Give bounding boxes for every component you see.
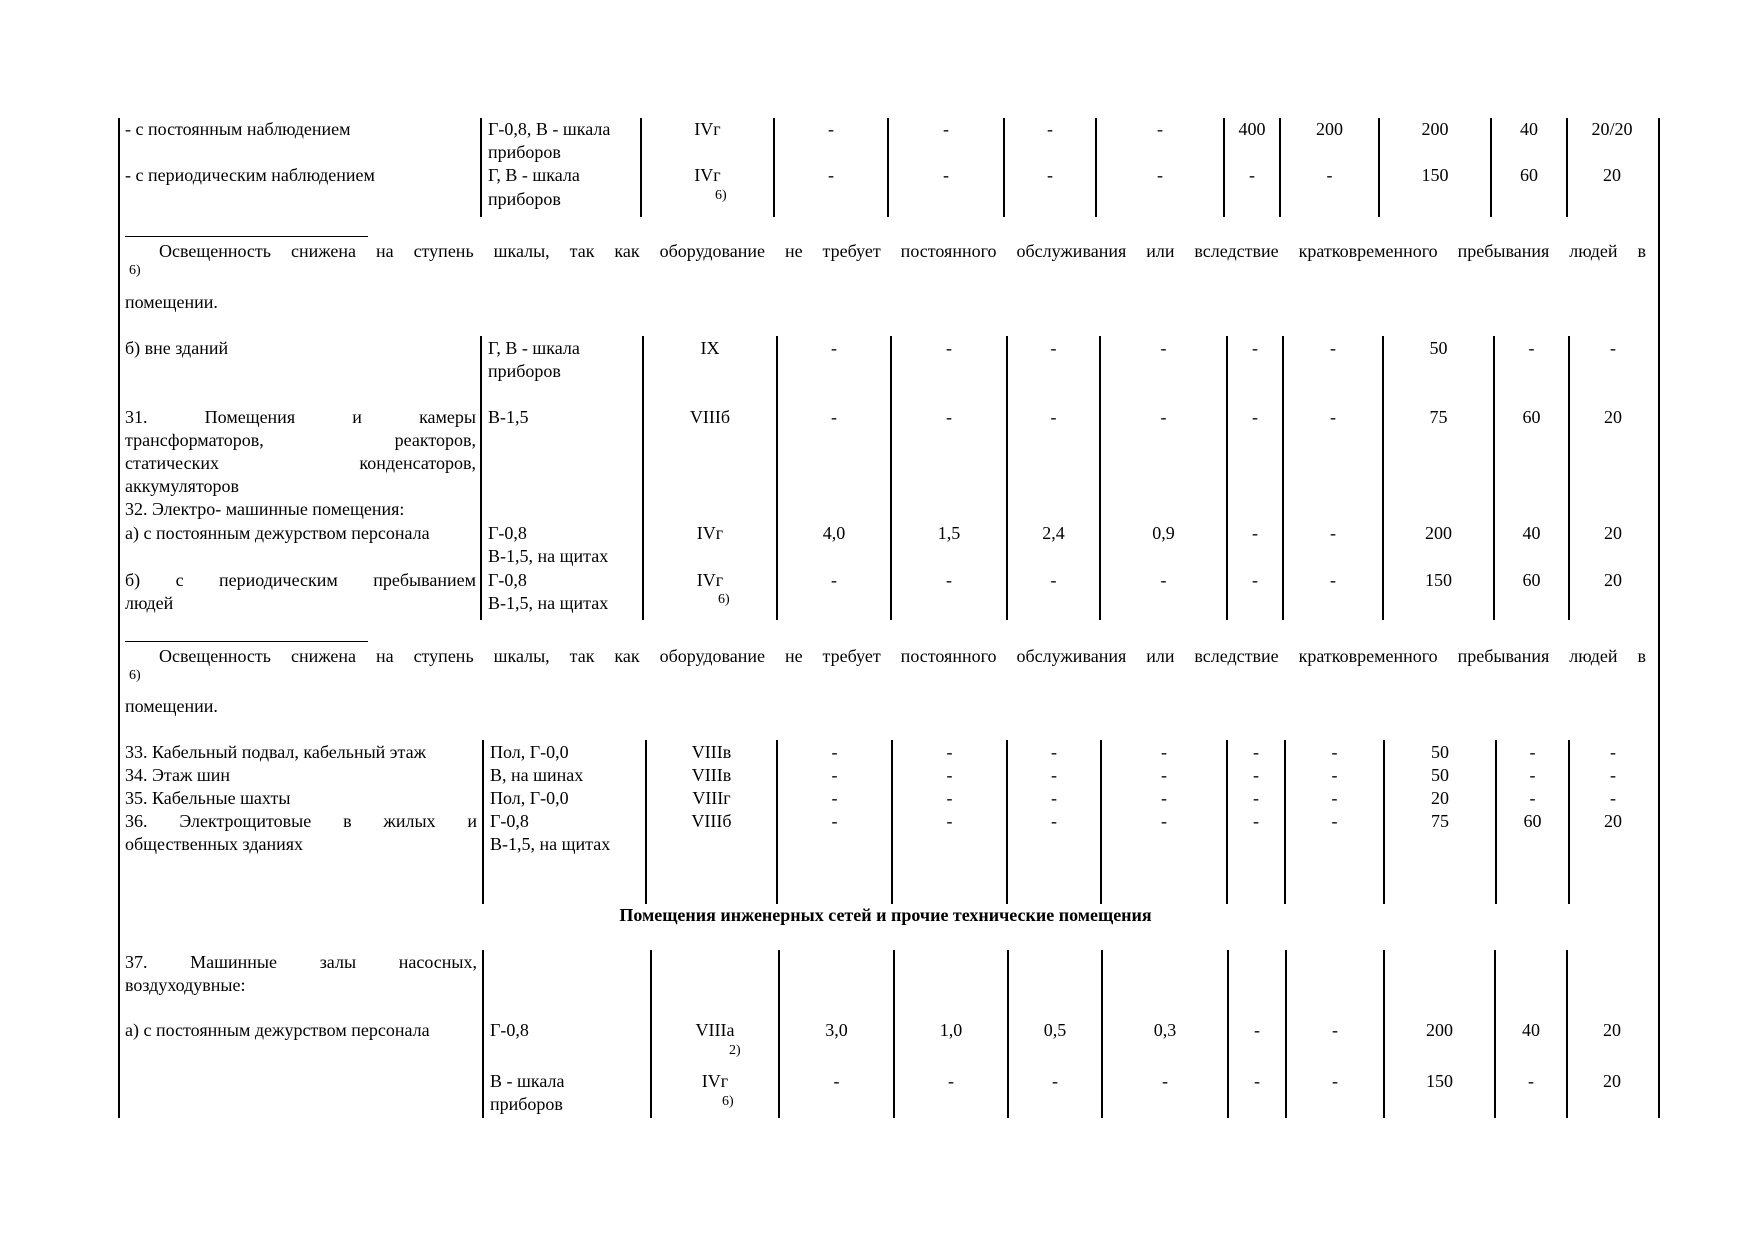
value-cell: -	[946, 570, 952, 590]
value-cell: -	[1051, 811, 1057, 831]
value-cell: 20	[1604, 570, 1622, 590]
lighting-plane: В-1,5	[488, 407, 529, 427]
value-cell: -	[1332, 1020, 1338, 1040]
value-cell: 50	[1431, 742, 1449, 762]
value-cell: 0,9	[1152, 523, 1175, 543]
value-cell: -	[1047, 119, 1053, 139]
lighting-plane: Г-0,8	[488, 523, 527, 543]
lighting-plane-cont: приборов	[488, 142, 561, 162]
value-cell: -	[1253, 742, 1259, 762]
value-cell: -	[831, 338, 837, 358]
row-name: а) с постоянным дежурством персонала	[125, 523, 430, 543]
value-cell: -	[1050, 338, 1057, 358]
lighting-plane: Пол, Г-0,0	[490, 742, 569, 762]
category-cell: IVг	[694, 119, 721, 139]
value-cell: 20/20	[1591, 119, 1633, 139]
value-cell: -	[1330, 338, 1336, 358]
value-cell: 75	[1431, 811, 1449, 831]
row-name: - с периодическим наблюдением	[125, 165, 375, 185]
value-cell: -	[1330, 570, 1336, 590]
value-cell: 50	[1431, 765, 1449, 785]
value-cell: 0,5	[1043, 1020, 1067, 1040]
value-cell: -	[1326, 165, 1333, 185]
value-cell: -	[1162, 1071, 1168, 1091]
lighting-plane-cont: приборов	[488, 189, 561, 209]
category-cell: VIIIг	[692, 788, 731, 808]
value-cell: -	[831, 570, 837, 590]
value-cell: -	[1610, 338, 1616, 358]
lighting-plane-cont: В-1,5, на щитах	[488, 546, 609, 566]
value-cell: -	[948, 1071, 954, 1091]
value-cell: -	[1047, 165, 1053, 185]
row-name: а) с постоянным дежурством персонала	[125, 1020, 430, 1040]
row-name: 36. Электрощитовые в жилых и	[125, 811, 477, 831]
row-name: 32. Электро- машинные помещения:	[125, 499, 405, 519]
value-cell: 2,4	[1042, 523, 1065, 543]
value-cell: 20	[1603, 1020, 1621, 1040]
value-cell: -	[1529, 742, 1536, 762]
lighting-plane-cont: приборов	[488, 361, 561, 381]
row-name: б) с периодическим пребыванием	[125, 570, 476, 590]
section-title: Помещения инженерных сетей и прочие технические помещения	[619, 905, 1152, 925]
row-name: - с постоянным наблюдением	[125, 119, 351, 139]
value-cell: -	[1528, 1071, 1534, 1091]
value-cell: 20	[1603, 1071, 1621, 1091]
lighting-plane: Г-0,8	[490, 811, 529, 831]
value-cell: -	[1253, 765, 1259, 785]
value-cell: -	[1252, 407, 1258, 427]
row-name: 34. Этаж шин	[125, 765, 231, 785]
footnote-ref: 6)	[715, 188, 727, 203]
value-cell: -	[1331, 811, 1338, 831]
value-cell: 0,3	[1153, 1020, 1177, 1040]
value-cell: -	[831, 742, 838, 762]
value-cell: -	[828, 165, 834, 185]
value-cell: -	[1050, 407, 1057, 427]
value-cell: -	[1157, 165, 1163, 185]
value-cell: -	[1252, 570, 1258, 590]
row-name: 37. Машинные залы насосных,	[125, 952, 477, 972]
value-cell: -	[1253, 788, 1259, 808]
value-cell: 400	[1238, 119, 1266, 139]
value-cell: -	[1254, 1020, 1260, 1040]
value-cell: -	[1330, 407, 1336, 427]
value-cell: -	[1051, 765, 1057, 785]
category-cell: VIIIв	[691, 765, 732, 785]
value-cell: -	[1254, 1071, 1260, 1091]
value-cell: -	[1161, 811, 1167, 831]
lighting-plane: В, на шинах	[490, 765, 584, 785]
footnote-ref: 6)	[718, 592, 730, 607]
value-cell: -	[1051, 742, 1057, 762]
row-name: 31. Помещения и камеры	[125, 407, 476, 427]
category-cell: IVг	[696, 523, 724, 543]
value-cell: -	[1249, 165, 1255, 185]
category-cell: IX	[700, 338, 720, 358]
footnote-ref: 2)	[729, 1043, 741, 1058]
value-cell: 20	[1603, 165, 1621, 185]
footnote-text-end: помещении.	[125, 292, 218, 312]
lighting-plane-cont: приборов	[490, 1094, 563, 1114]
value-cell: -	[946, 765, 953, 785]
lighting-plane: Г, В - шкала	[488, 165, 580, 185]
value-cell: -	[1529, 765, 1536, 785]
value-cell: -	[946, 338, 952, 358]
footnote-text: Освещенность снижена на ступень шкалы, так как оборудование не требует постоянного обслуживания или вследствие кратковременного пребывания людей в	[159, 646, 1646, 666]
lighting-plane: Г-0,8	[490, 1020, 529, 1040]
value-cell: 20	[1431, 788, 1449, 808]
value-cell: 60	[1523, 811, 1542, 831]
footnote-text-end: помещении.	[125, 696, 218, 716]
lighting-plane: Пол, Г-0,0	[490, 788, 569, 808]
value-cell: 75	[1429, 407, 1448, 427]
value-cell: -	[1331, 765, 1338, 785]
value-cell: -	[1332, 1071, 1338, 1091]
value-cell: 40	[1522, 1020, 1540, 1040]
lighting-plane: Г, В - шкала	[488, 338, 580, 358]
value-cell: 1,0	[939, 1020, 963, 1040]
value-cell: -	[1161, 788, 1167, 808]
value-cell: -	[833, 1071, 840, 1091]
value-cell: -	[1610, 788, 1616, 808]
value-cell: 60	[1522, 570, 1541, 590]
value-cell: -	[1051, 788, 1057, 808]
value-cell: -	[1331, 742, 1338, 762]
value-cell: -	[946, 788, 953, 808]
category-cell: VIIIв	[691, 742, 732, 762]
value-cell: -	[828, 119, 834, 139]
row-name: 35. Кабельные шахты	[125, 788, 291, 808]
value-cell: 200	[1426, 1020, 1453, 1040]
value-cell: 40	[1520, 119, 1538, 139]
value-cell: -	[1529, 788, 1536, 808]
footnote-marker: 6)	[129, 263, 141, 278]
footnote-ref: 6)	[722, 1094, 734, 1109]
value-cell: -	[831, 407, 837, 427]
value-cell: -	[1050, 570, 1057, 590]
value-cell: -	[1160, 407, 1167, 427]
value-cell: -	[1161, 742, 1167, 762]
category-cell: VIIIб	[689, 407, 731, 427]
value-cell: 150	[1426, 1071, 1453, 1091]
row-name-cont: статических конденсаторов,	[125, 453, 476, 473]
value-cell: -	[946, 742, 953, 762]
value-cell: -	[1330, 523, 1336, 543]
category-cell: IVг	[696, 570, 724, 590]
value-cell: 200	[1421, 119, 1449, 139]
category-cell: IVг	[694, 165, 721, 185]
row-name-cont: общественных зданиях	[125, 834, 304, 854]
row-name-cont: воздуходувные:	[125, 975, 246, 995]
value-cell: 20	[1604, 811, 1622, 831]
row-name-cont: аккумуляторов	[125, 476, 239, 496]
value-cell: -	[1052, 1071, 1058, 1091]
value-cell: 200	[1316, 119, 1343, 139]
value-cell: -	[943, 119, 949, 139]
value-cell: 150	[1421, 165, 1449, 185]
footnote-separator	[125, 641, 368, 642]
value-cell: -	[1252, 338, 1258, 358]
row-name-cont: трансформаторов, реакторов,	[125, 430, 476, 450]
footnote-text: Освещенность снижена на ступень шкалы, так как оборудование не требует постоянного обслуживания или вследствие кратковременного пребывания людей в	[159, 241, 1646, 261]
value-cell: -	[1160, 338, 1167, 358]
value-cell: 200	[1425, 523, 1452, 543]
value-cell: 1,5	[937, 523, 961, 543]
value-cell: -	[1610, 742, 1616, 762]
category-cell: VIIIа	[695, 1020, 735, 1040]
value-cell: 60	[1522, 407, 1541, 427]
value-cell: -	[831, 765, 838, 785]
value-cell: -	[1331, 788, 1338, 808]
value-cell: 20	[1604, 407, 1622, 427]
value-cell: -	[1157, 119, 1163, 139]
lighting-plane: Г-0,8	[488, 570, 527, 590]
value-cell: -	[831, 811, 838, 831]
value-cell: 50	[1429, 338, 1448, 358]
footnote-separator	[125, 236, 368, 237]
value-cell: 40	[1522, 523, 1541, 543]
value-cell: -	[1161, 765, 1167, 785]
lighting-plane: В - шкала	[490, 1071, 565, 1091]
value-cell: -	[1610, 765, 1616, 785]
row-name: б) вне зданий	[125, 338, 229, 358]
category-cell: IVг	[701, 1071, 729, 1091]
value-cell: -	[943, 165, 949, 185]
value-cell: 60	[1520, 165, 1538, 185]
value-cell: 20	[1604, 523, 1622, 543]
row-name: 33. Кабельный подвал, кабельный этаж	[125, 742, 427, 762]
value-cell: -	[946, 407, 952, 427]
value-cell: -	[831, 788, 838, 808]
value-cell: -	[1253, 811, 1259, 831]
value-cell: 4,0	[822, 523, 846, 543]
value-cell: -	[1528, 338, 1535, 358]
lighting-plane-cont: В-1,5, на щитах	[488, 593, 609, 613]
row-name-cont: людей	[125, 593, 174, 613]
lighting-plane-cont: В-1,5, на щитах	[490, 834, 611, 854]
value-cell: -	[946, 811, 953, 831]
value-cell: -	[1252, 523, 1258, 543]
value-cell: 150	[1425, 570, 1452, 590]
value-cell: 3,0	[825, 1020, 848, 1040]
category-cell: VIIIб	[691, 811, 732, 831]
value-cell: -	[1160, 570, 1167, 590]
footnote-marker: 6)	[129, 668, 141, 683]
lighting-plane: Г-0,8, В - шкала	[488, 119, 611, 139]
